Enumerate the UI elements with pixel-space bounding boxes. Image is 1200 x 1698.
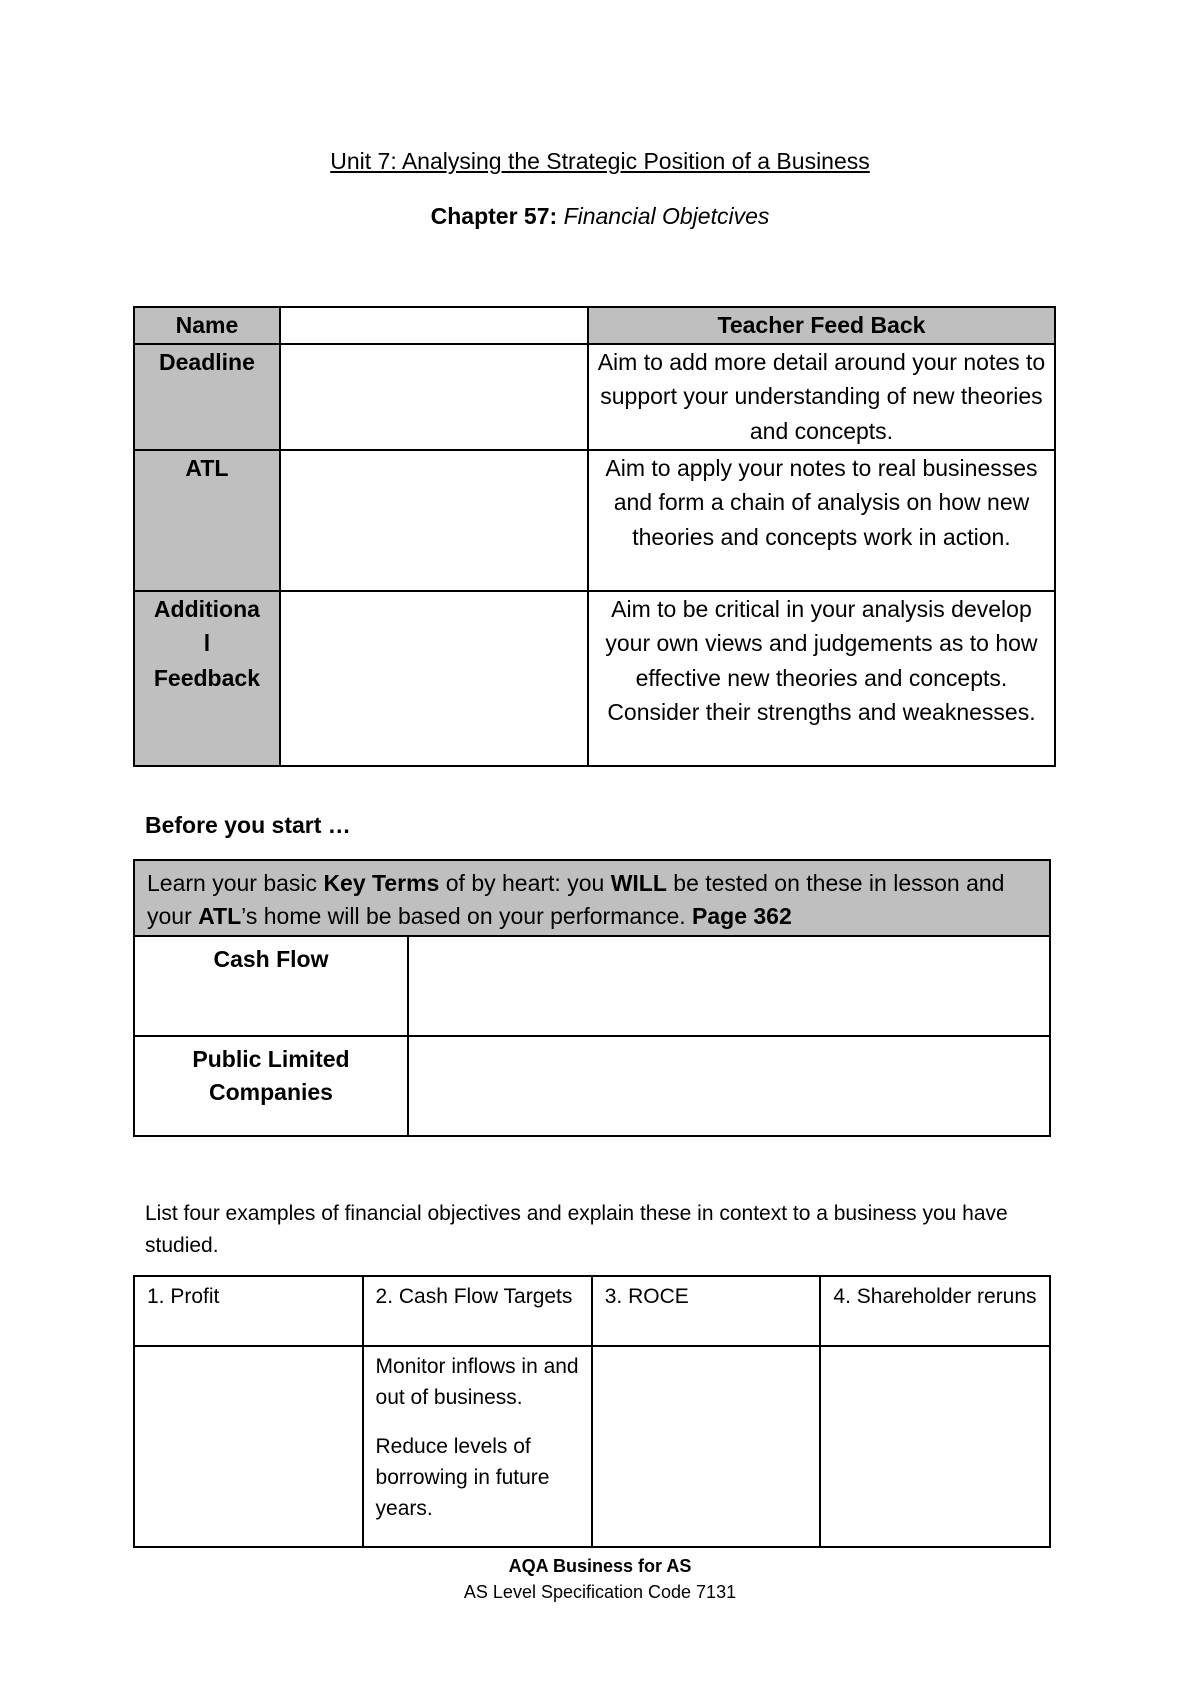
key-terms-header-row (134, 860, 1050, 936)
intro-text-1: Learn your basic (147, 870, 324, 896)
deadline-row (134, 344, 1055, 450)
atl-field[interactable] (280, 450, 588, 591)
objective-header-shareholder-returns: 4. Shareholder reruns (820, 1276, 1050, 1346)
intro-text-2: of by heart: you (439, 870, 611, 896)
objective-header-roce: 3. ROCE (592, 1276, 821, 1346)
key-term-cash-flow-definition[interactable] (408, 936, 1050, 1036)
chapter-label: Chapter 57: (430, 203, 558, 229)
intro-key-terms: Key Terms (323, 870, 440, 896)
name-label: Name (134, 307, 280, 344)
objective-answer-profit[interactable] (134, 1346, 363, 1547)
name-field[interactable] (280, 307, 588, 344)
chapter-heading (0, 203, 1200, 230)
deadline-feedback: Aim to add more detail around your notes to support your understanding of new theories and concepts. (588, 344, 1055, 450)
atl-label: ATL (134, 450, 280, 591)
key-term-plc-line2: Companies (209, 1079, 333, 1105)
objective-answer-cash-flow-targets[interactable] (363, 1346, 592, 1547)
key-terms-table (133, 859, 1051, 1137)
feedback-table (133, 306, 1056, 767)
key-term-cash-flow: Cash Flow (134, 936, 408, 1036)
intro-will: WILL (610, 870, 667, 896)
key-term-plc-definition[interactable] (408, 1036, 1050, 1136)
objective-answer-roce[interactable] (592, 1346, 821, 1547)
intro-page-reference: Page 362 (692, 903, 792, 929)
key-terms-intro (134, 860, 1050, 936)
additional-feedback-label-line3: Feedback (153, 664, 260, 691)
deadline-field[interactable] (280, 344, 588, 450)
atl-row (134, 450, 1055, 591)
atl-feedback: Aim to apply your notes to real businesses and form a chain of analysis on how new theories and concepts work in action. (588, 450, 1055, 591)
additional-feedback-row (134, 591, 1055, 766)
intro-text-3: be tested on these in lesson and your (147, 870, 1005, 929)
additional-feedback-text: Aim to be critical in your analysis develop your own views and judgements as to how effective new theories and concepts. Consider their strengths and weaknesses. (588, 591, 1055, 766)
objectives-header-row (134, 1276, 1050, 1346)
additional-feedback-label-line2: l (203, 630, 211, 656)
objective-header-cash-flow-targets: 2. Cash Flow Targets (363, 1276, 592, 1346)
footer-spec-code: AS Level Specification Code 7131 (463, 1582, 737, 1602)
additional-feedback-label-line1: Additiona (153, 595, 260, 622)
before-you-start-heading: Before you start … (145, 812, 351, 838)
feedback-header-row (134, 307, 1055, 344)
cash-flow-note-2: Reduce levels of borrowing in future years. (375, 1435, 550, 1520)
teacher-feedback-label: Teacher Feed Back (588, 307, 1055, 344)
chapter-name: Financial Objetcives (563, 203, 770, 229)
additional-feedback-label (134, 591, 280, 766)
objective-header-profit: 1. Profit (134, 1276, 363, 1346)
cash-flow-note-1: Monitor inflows in and out of business. (375, 1355, 579, 1409)
deadline-label: Deadline (134, 344, 280, 450)
key-term-public-limited-companies (134, 1036, 408, 1136)
key-term-row (134, 1036, 1050, 1136)
additional-feedback-field[interactable] (280, 591, 588, 766)
key-term-row (134, 936, 1050, 1036)
objectives-table (133, 1275, 1051, 1548)
objectives-answer-row (134, 1346, 1050, 1547)
objective-answer-shareholder-returns[interactable] (820, 1346, 1050, 1547)
intro-text-4: ’s home will be based on your performance. (241, 903, 693, 929)
document-title: Unit 7: Analysing the Strategic Position of a Business (330, 148, 870, 174)
footer-title: AQA Business for AS (508, 1556, 692, 1576)
intro-atl: ATL (198, 903, 242, 929)
objectives-instruction: List four examples of financial objectives and explain these in context to a business you have studied. (145, 1202, 1008, 1257)
key-term-plc-line1: Public Limited (192, 1046, 350, 1072)
